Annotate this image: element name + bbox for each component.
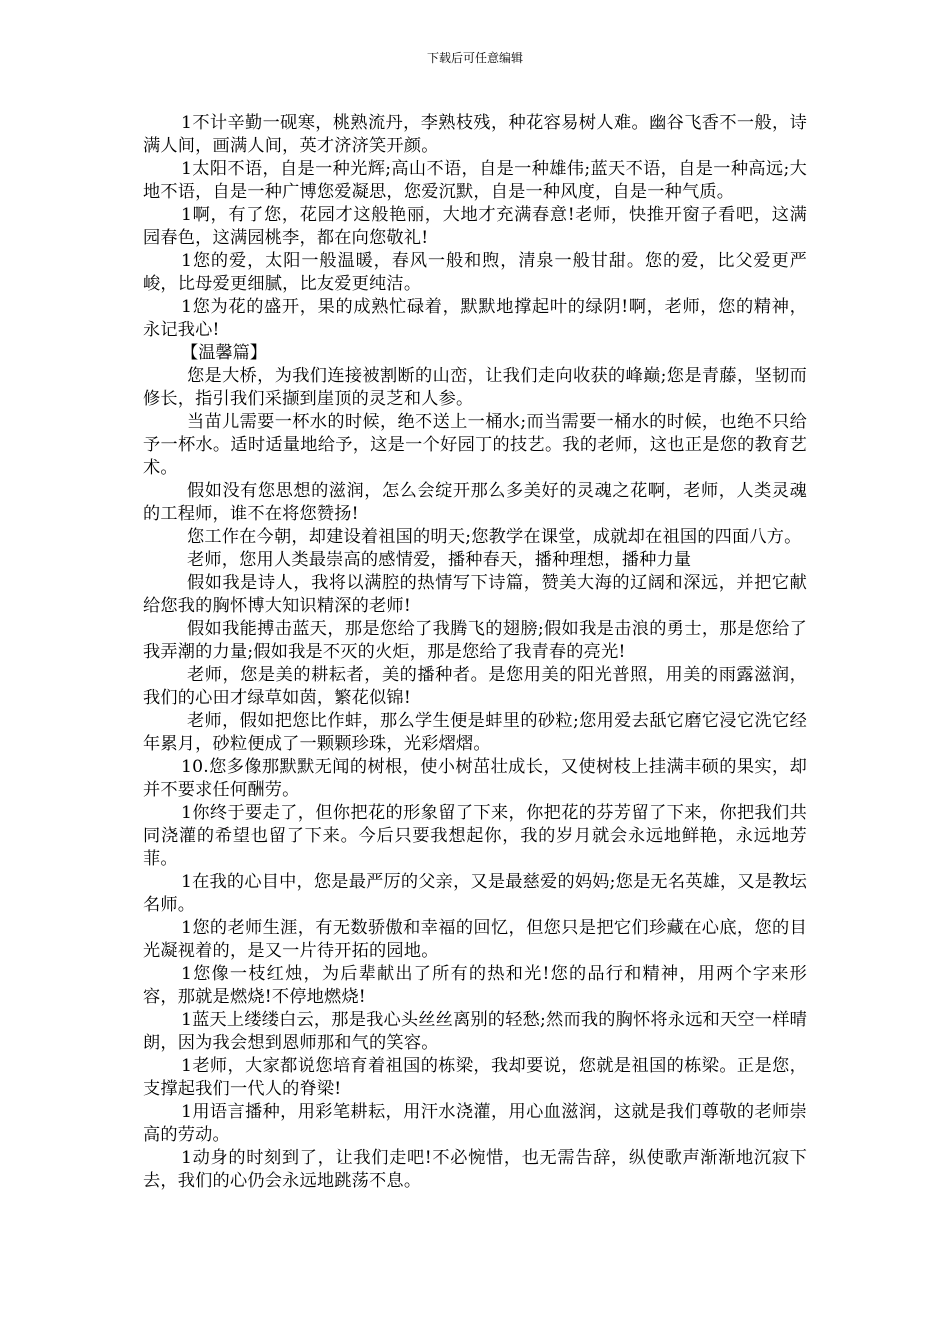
paragraph: 1不计辛勤一砚寒，桃熟流丹，李熟枝残，种花容易树人难。幽谷飞香不一般，诗满人间，画满人间，英才济济笑开颜。 [143,113,807,156]
document-body [143,112,807,1193]
paragraph: 老师，假如把您比作蚌，那么学生便是蚌里的砂粒;您用爱去舐它磨它浸它洗它经年累月，砂粒便成了一颗颗珍珠，光彩熠熠。 [143,711,807,754]
paragraph: 1您为花的盛开，果的成熟忙碌着，默默地撑起叶的绿阴!啊，老师，您的精神，永记我心! [143,297,807,340]
paragraph: 假如我能搏击蓝天，那是您给了我腾飞的翅膀;假如我是击浪的勇士，那是您给了我弄潮的力量;假如我是不灭的火炬，那是您给了我青春的亮光! [143,619,807,662]
paragraph: 1动身的时刻到了，让我们走吧!不必惋惜，也无需告辞，纵使歌声渐渐地沉寂下去，我们的心仍会永远地跳荡不息。 [143,1148,807,1191]
paragraph: 当苗儿需要一杯水的时候，绝不送上一桶水;而当需要一桶水的时候，也绝不只给予一杯水。适时适量地给予，这是一个好园丁的技艺。我的老师，这也正是您的教育艺术。 [143,412,807,478]
paragraph: 1用语言播种，用彩笔耕耘，用汗水浇灌，用心血滋润，这就是我们尊敬的老师崇高的劳动。 [143,1102,807,1145]
paragraph: 1您的老师生涯，有无数骄傲和幸福的回忆，但您只是把它们珍藏在心底，您的目光凝视着的，是又一片待开拓的园地。 [143,918,807,961]
paragraph: 您是大桥，为我们连接被割断的山峦，让我们走向收获的峰巅;您是青藤，坚韧而修长，指引我们采撷到崖顶的灵芝和人参。 [143,366,807,409]
paragraph: 假如没有您思想的滋润，怎么会绽开那么多美好的灵魂之花啊，老师，人类灵魂的工程师，谁不在将您赞扬! [143,481,807,524]
paragraph: 1蓝天上缕缕白云，那是我心头丝丝离别的轻愁;然而我的胸怀将永远和天空一样晴朗，因为我会想到恩师那和气的笑容。 [143,1010,807,1053]
paragraph: 老师，您用人类最崇高的感情爱，播种春天，播种理想，播种力量 [187,550,692,570]
paragraph: 1太阳不语，自是一种光辉;高山不语，自是一种雄伟;蓝天不语，自是一种高远;大地不语，自是一种广博您爱凝思，您爱沉默，自是一种风度，自是一种气质。 [143,159,807,202]
paragraph: 假如我是诗人，我将以满腔的热情写下诗篇，赞美大海的辽阔和深远，并把它献给您我的胸怀博大知识精深的老师! [143,573,807,616]
paragraph: 1您像一枝红烛，为后辈献出了所有的热和光!您的品行和精神，用两个字来形容，那就是燃烧!不停地燃烧! [143,964,807,1007]
paragraph: 1在我的心目中，您是最严厉的父亲，又是最慈爱的妈妈;您是无名英雄，又是教坛名师。 [143,872,807,915]
page-header: 下载后可任意编辑 [426,51,523,65]
paragraph: 1您的爱，太阳一般温暖，春风一般和煦，清泉一般甘甜。您的爱，比父爱更严峻，比母爱更细腻，比友爱更纯洁。 [143,251,807,294]
paragraph: 1啊，有了您，花园才这般艳丽，大地才充满春意!老师，快推开窗子看吧，这满园春色，这满园桃李，都在向您敬礼! [143,205,807,248]
paragraph: 1老师，大家都说您培育着祖国的栋梁，我却要说，您就是祖国的栋梁。正是您，支撑起我们一代人的脊梁! [143,1056,807,1099]
paragraph: 老师，您是美的耕耘者，美的播种者。是您用美的阳光普照，用美的雨露滋润，我们的心田才绿草如茵，繁花似锦! [143,665,807,708]
paragraph: 1你终于要走了，但你把花的形象留了下来，你把花的芬芳留了下来，你把我们共同浇灌的希望也留了下来。今后只要我想起你，我的岁月就会永远地鲜艳，永远地芳菲。 [143,803,807,869]
section-title: 【温馨篇】 [181,343,267,363]
paragraph: 10.您多像那默默无闻的树根，使小树茁壮成长，又使树枝上挂满丰硕的果实，却并不要求任何酬劳。 [143,757,807,800]
paragraph: 您工作在今朝，却建设着祖国的明天;您教学在课堂，成就却在祖国的四面八方。 [187,527,802,547]
